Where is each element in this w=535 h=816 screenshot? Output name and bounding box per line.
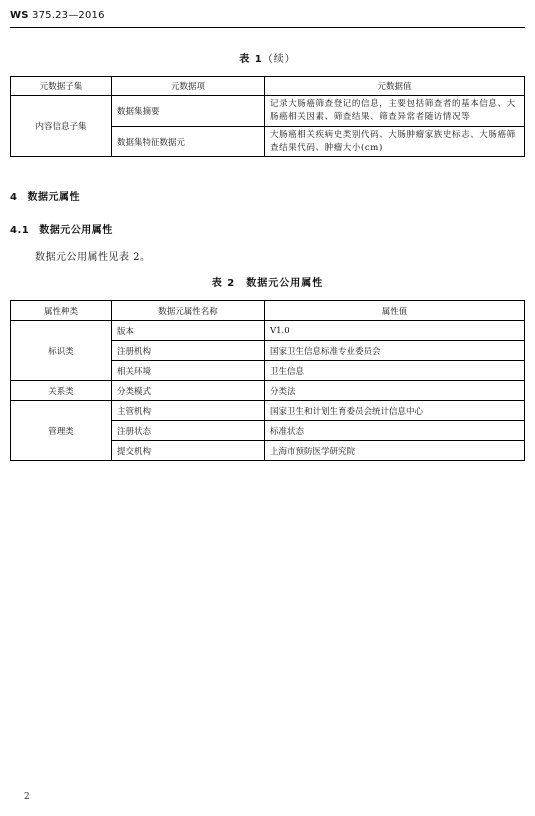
section-4-title: 数据元属性 xyxy=(27,192,80,203)
table2-header-row xyxy=(11,301,525,321)
table1-item-cell: 数据集摘要 xyxy=(112,96,265,127)
table1 xyxy=(10,76,525,157)
table-row xyxy=(11,96,525,127)
table-row xyxy=(11,321,525,341)
table1-header-row xyxy=(11,77,525,96)
table2-category-cell: 管理类 xyxy=(11,401,112,461)
table2-value-cell: 分类法 xyxy=(265,381,525,401)
standard-number: 375.23—2016 xyxy=(32,10,105,21)
table2-value-cell: V1.0 xyxy=(265,321,525,341)
table1-item-cell: 数据集特征数据元 xyxy=(112,127,265,157)
table1-caption xyxy=(0,50,535,65)
table-row xyxy=(11,381,525,401)
section-4-1-number: 4.1 xyxy=(10,225,30,236)
table2-name-cell: 分类模式 xyxy=(112,381,265,401)
page-number: 2 xyxy=(24,792,30,802)
table2-value-cell: 标准状态 xyxy=(265,421,525,441)
standard-header xyxy=(10,10,105,21)
section-4-heading xyxy=(10,188,80,203)
table1-col-value: 元数据值 xyxy=(265,77,525,96)
table2-name-cell: 相关环境 xyxy=(112,361,265,381)
section-4-number: 4 xyxy=(10,192,18,203)
intro-paragraph: 数据元公用属性见表 2。 xyxy=(35,252,151,263)
table2-value-cell: 卫生信息 xyxy=(265,361,525,381)
table2-category-cell: 关系类 xyxy=(11,381,112,401)
section-4-1-heading xyxy=(10,221,113,236)
table1-col-item: 元数据项 xyxy=(112,77,265,96)
table2-name-cell: 提交机构 xyxy=(112,441,265,461)
standard-code: WS xyxy=(10,10,29,21)
section-4-1-title: 数据元公用属性 xyxy=(39,225,113,236)
table1-subset-cell: 内容信息子集 xyxy=(11,96,112,157)
table2-value-cell: 上海市预防医学研究院 xyxy=(265,441,525,461)
header-rule xyxy=(10,27,525,28)
table2-value-cell: 国家卫生信息标准专业委员会 xyxy=(265,341,525,361)
table2-value-cell: 国家卫生和计划生育委员会统计信息中心 xyxy=(265,401,525,421)
table2-caption: 表 2 数据元公用属性 xyxy=(211,278,324,289)
table2-category-cell: 标识类 xyxy=(11,321,112,381)
table1-col-subset: 元数据子集 xyxy=(11,77,112,96)
table2-name-cell: 版本 xyxy=(112,321,265,341)
table2-name-cell: 主管机构 xyxy=(112,401,265,421)
table2-col-name: 数据元属性名称 xyxy=(112,301,265,321)
table1-value-cell: 记录大肠癌筛查登记的信息，主要包括筛查者的基本信息、大肠癌相关因素、筛查结果、筛查异常者随访情况等 xyxy=(265,96,525,127)
table1-caption-continued: （续） xyxy=(262,54,296,65)
table-row xyxy=(11,401,525,421)
table2-name-cell: 注册机构 xyxy=(112,341,265,361)
table2 xyxy=(10,300,525,461)
table2-col-value: 属性值 xyxy=(265,301,525,321)
table1-value-cell: 大肠癌相关疾病史类别代码、大肠肿瘤家族史标志、大肠癌筛查结果代码、肿瘤大小(cm) xyxy=(265,127,525,157)
table2-col-category: 属性种类 xyxy=(11,301,112,321)
table1-caption-title: 表 1 xyxy=(239,54,263,65)
table2-name-cell: 注册状态 xyxy=(112,421,265,441)
